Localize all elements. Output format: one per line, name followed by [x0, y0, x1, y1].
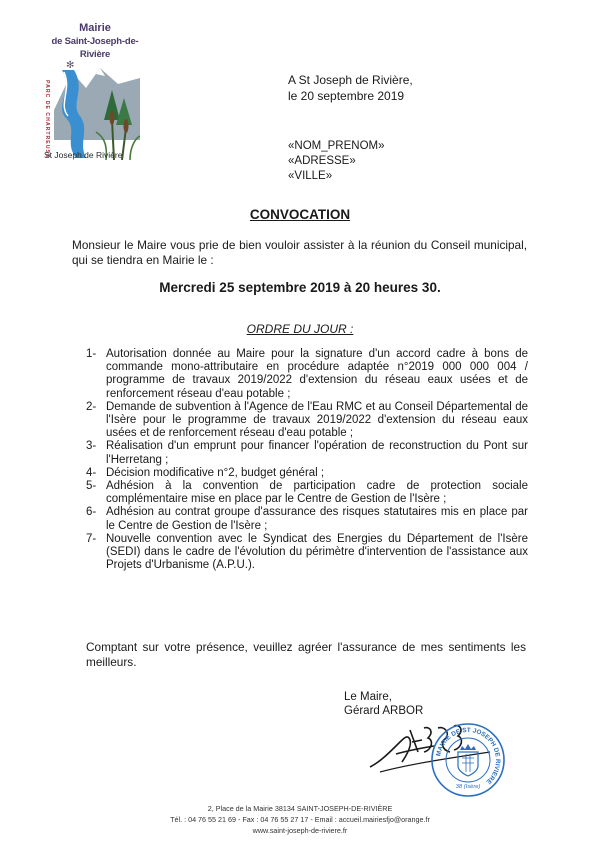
intro-paragraph: Monsieur le Maire vous prie de bien vouloir assister à la réunion du Conseil municipal, qui se tiendra en Mairie le :: [72, 238, 527, 267]
agenda-list: [86, 348, 528, 572]
recipient-street: «ADRESSE»: [288, 155, 356, 167]
svg-text:MAIRIE DE ST JOSEPH DE RIVIERE: [435, 727, 501, 786]
date-value: le 20 septembre 2019: [288, 89, 405, 103]
header-line-1: Mairie: [79, 22, 111, 34]
header-line-2: de Saint-Joseph-de-Rivière: [51, 36, 139, 60]
agenda-item: 4- Décision modificative n°2, budget général ;: [86, 466, 325, 479]
agenda-item: 1- Autorisation donnée au Maire pour la signature d'un accord cadre à bons de commande mono-attributaire en procédure adaptée n°2019 000 000 004 / programme de travaux 2019/2022 d'extension du réseau eaux usées et de renforcement réseau d'eau potable ;: [86, 348, 528, 400]
document-title: CONVOCATION: [249, 207, 351, 222]
signatory-name: Gérard ARBOR: [344, 705, 424, 717]
mairie-stamp: [430, 722, 506, 798]
footer-address: 2, Place de la Mairie 38134 SAINT-JOSEPH-DE-RIVIÈRE: [207, 804, 393, 813]
stamp-text: MAIRIE DE ST JOSEPH DE RIVIERE: [435, 726, 502, 786]
stamp-subtext: 38 (Isère): [455, 784, 481, 790]
recipient-address: [288, 139, 385, 184]
recipient-city: «VILLE»: [288, 170, 333, 182]
agenda-item: 3- Réalisation d'un emprunt pour financer l'opération de reconstruction du Pont sur l'Herretang ;: [86, 440, 528, 466]
svg-text:✻: ✻: [66, 60, 75, 71]
agenda-item: 2- Demande de subvention à l'Agence de l'Eau RMC et au Conseil Départemental de l'Isère pour le programme de travaux 2019/2022 d'extension du réseau eaux usées et de renforcement réseau d'eau potable ;: [86, 400, 528, 440]
date-block: [288, 72, 413, 104]
mairie-logo: [34, 50, 140, 165]
recipient-name: «NOM_PRENOM»: [288, 140, 385, 152]
signatory-role: Le Maire,: [344, 691, 392, 703]
logo-vertical-label: PARC DE CHARTREUSE: [44, 80, 50, 159]
date-place: A St Joseph de Rivière,: [288, 73, 413, 87]
agenda-title: ORDRE DU JOUR :: [246, 322, 354, 336]
meeting-date: Mercredi 25 septembre 2019 à 20 heures 30.: [159, 280, 441, 295]
footer-contact: Tél. : 04 76 55 21 69 - Fax : 04 76 55 27 17 - Email : accueil.mairiesfjo@orange.fr: [170, 815, 430, 824]
agenda-item: 6- Adhésion au contrat groupe d'assurance des risques statutaires mis en place par le Centre de Gestion de l'Isère ;: [86, 506, 528, 532]
page-footer: [0, 803, 600, 836]
agenda-item: 7- Nouvelle convention avec le Syndicat des Energies du Département de l'Isère (SEDI) dans le cadre de l'évolution du périmètre d'intervention de l'assistance aux Projets d'Urbanisme (A.P.U.).: [86, 532, 528, 572]
footer-website[interactable]: www.saint-joseph-de-riviere.fr: [252, 826, 348, 835]
agenda-item: 5- Adhésion à la convention de participation cadre de protection sociale complémentaire mise en place par le Centre de Gestion de l'Isère ;: [86, 480, 528, 506]
logo-caption: St Joseph de Rivière: [44, 150, 123, 160]
closing-paragraph: Comptant sur votre présence, veuillez agréer l'assurance de mes sentiments les meilleurs.: [86, 640, 526, 669]
